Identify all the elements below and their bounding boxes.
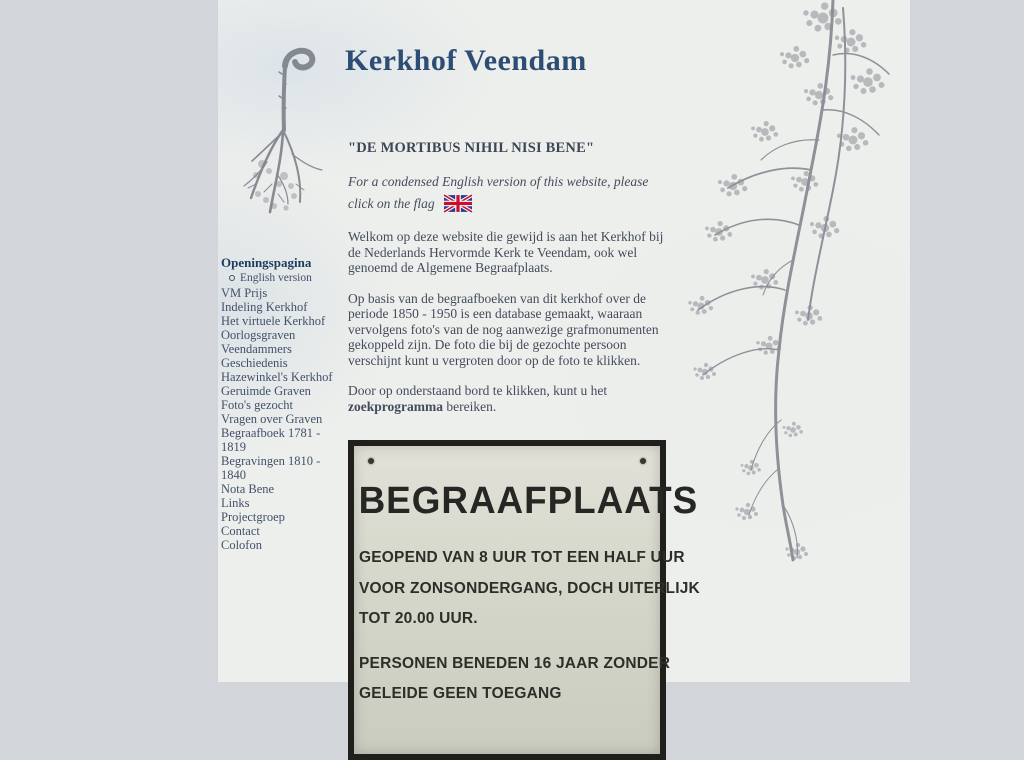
sign-line: VOOR ZONSONDERGANG, DOCH UITERLIJK xyxy=(359,579,700,597)
sidebar-item-english-version[interactable]: English version xyxy=(227,271,339,285)
uk-flag-icon[interactable] xyxy=(444,195,472,212)
sidebar-item-geruimde-graven[interactable]: Geruimde Graven xyxy=(221,384,311,398)
english-note-text: For a condensed English version of this website, please click on the flag xyxy=(348,174,649,211)
sidebar-item-colofon[interactable]: Colofon xyxy=(221,538,262,552)
sidebar-item-projectgroep[interactable]: Projectgroep xyxy=(221,510,285,524)
sidebar-item-fotos-gezocht[interactable]: Foto's gezocht xyxy=(221,398,294,412)
sidebar-item-nota-bene[interactable]: Nota Bene xyxy=(221,482,275,496)
seedling-decoration-image xyxy=(222,34,352,219)
tree-branches-decoration-image xyxy=(673,0,910,590)
webpage xyxy=(218,0,910,702)
page-title: Kerkhof Veendam xyxy=(345,44,587,77)
sign-line: GEOPEND VAN 8 UUR TOT EEN HALF UUR xyxy=(359,549,685,566)
sidebar-item-links[interactable]: Links xyxy=(221,496,250,510)
zoekprogramma-emphasis: zoekprogramma xyxy=(348,398,443,414)
sidebar-item-indeling-kerkhof[interactable]: Indeling Kerkhof xyxy=(221,300,308,314)
sidebar-item-vragen-over-graven[interactable]: Vragen over Graven xyxy=(221,412,323,426)
sidebar-item-geschiedenis[interactable]: Geschiedenis xyxy=(221,356,288,370)
screw-icon xyxy=(368,458,374,464)
database-paragraph: Op basis van de begraafboeken van dit kerkhof over de periode 1850 - 1950 is een database gemaakt, waaraan vervolgens foto's van de nog aanwezige grafmonumenten gekoppeld zijn. De foto die bij de gezochte persoon verschijnt kunt u vergroten door op de foto te klikken. xyxy=(348,290,659,368)
motto-text: "DE MORTIBUS NIHIL NISI BENE" xyxy=(348,140,595,156)
sidebar-item-vm-prijs[interactable]: VM Prijs xyxy=(221,286,268,300)
sidebar-item-het-virtuele-kerkhof[interactable]: Het virtuele Kerkhof xyxy=(221,314,326,328)
sidebar-item-openingspagina[interactable]: Openingspagina xyxy=(221,255,312,270)
sign-line: GELEIDE GEEN TOEGANG xyxy=(359,685,562,702)
sign-line: PERSONEN BENEDEN 16 JAAR ZONDER xyxy=(359,654,671,672)
sidebar-item-begraafboek-1781-1819[interactable]: Begraafboek 1781 - 1819 xyxy=(221,426,321,454)
sidebar-item-veendammers[interactable]: Veendammers xyxy=(221,342,292,356)
english-version-note xyxy=(348,171,672,215)
bullet-circle-icon xyxy=(229,275,235,281)
sidebar-item-begravingen-1810-1840[interactable]: Begravingen 1810 - 1840 xyxy=(221,454,321,482)
main-content xyxy=(348,136,672,429)
sign-line: TOT 20.00 UUR. xyxy=(359,610,478,627)
sidebar-navigation xyxy=(221,256,339,552)
welcome-paragraph: Welkom op deze website die gewijd is aan het Kerkhof bij de Nederlands Hervormde Kerk te Veendam, ook wel genoemd de Algemene Begraafplaats. xyxy=(348,229,664,275)
sidebar-item-contact[interactable]: Contact xyxy=(221,524,260,538)
begraafplaats-sign-image[interactable] xyxy=(348,440,700,760)
sidebar-item-hazewinkels-kerkhof[interactable]: Hazewinkel's Kerkhof xyxy=(221,370,333,384)
sign-title: BEGRAAFPLAATS xyxy=(358,480,699,522)
screw-icon xyxy=(640,458,646,464)
search-instruction-paragraph: Door op onderstaand bord te klikken, kunt u het zoekprogramma bereiken. xyxy=(348,383,608,414)
sidebar-item-oorlogsgraven[interactable]: Oorlogsgraven xyxy=(221,328,296,342)
sign-text xyxy=(359,543,700,710)
